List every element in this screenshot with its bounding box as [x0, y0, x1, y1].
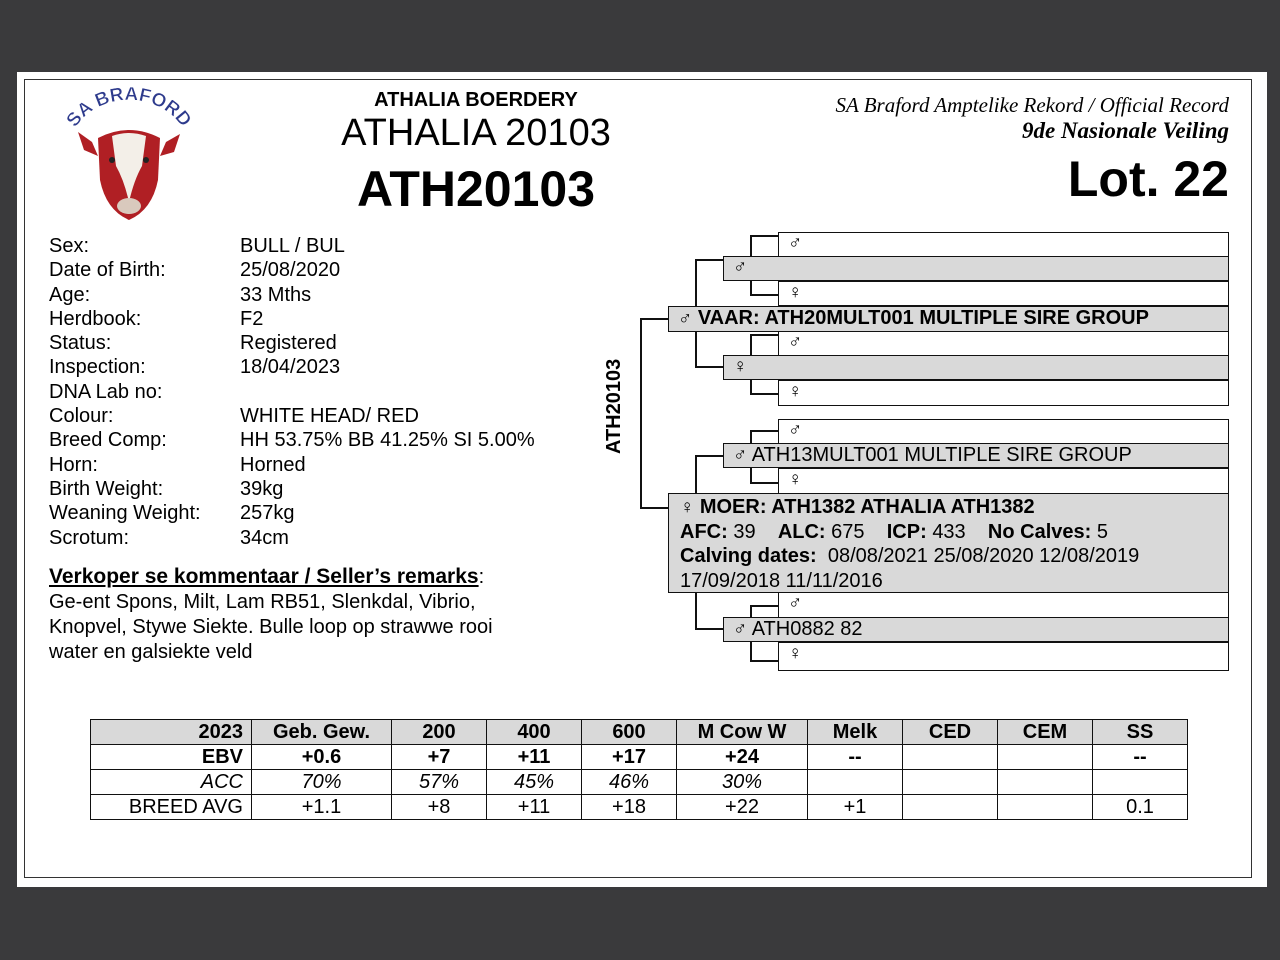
detail-value: 33 Mths	[240, 283, 312, 306]
detail-label: Herdbook:	[49, 307, 142, 330]
detail-label: Sex:	[49, 235, 90, 257]
svg-text:SA BRAFORD	[63, 84, 196, 131]
detail-row	[49, 258, 535, 282]
ebv-cell: M Cow W	[677, 720, 808, 745]
detail-value: HH 53.75% BB 41.25% SI 5.00%	[240, 429, 535, 452]
ebv-cell: BREED AVG	[91, 795, 252, 820]
ebv-cell: 45%	[487, 770, 582, 795]
ebv-cell: 2023	[91, 720, 252, 745]
ebv-cell: 57%	[392, 770, 487, 795]
sire-dam-box	[723, 355, 1229, 380]
detail-row	[49, 380, 535, 404]
calves-label: No Calves:	[987, 521, 1092, 543]
alc-label: ALC:	[777, 521, 826, 543]
sire-box	[668, 306, 1229, 332]
animal-id: ATH20103	[356, 161, 596, 217]
ebv-cell: +1.1	[252, 795, 392, 820]
ebv-cell	[903, 795, 998, 820]
detail-row	[49, 404, 535, 428]
detail-label: Birth Weight:	[49, 477, 164, 500]
dam-box	[668, 493, 1229, 593]
ebv-cell: Geb. Gew.	[252, 720, 392, 745]
detail-value: 25/08/2020	[240, 259, 341, 282]
ebv-cell: CEM	[998, 720, 1093, 745]
female-icon: ♀	[788, 282, 803, 303]
icp-value: 433	[932, 521, 966, 543]
detail-row	[49, 234, 535, 258]
detail-row	[49, 477, 535, 501]
female-icon: ♀	[733, 356, 748, 377]
detail-value: 257kg	[240, 502, 295, 525]
detail-label: Status:	[49, 332, 112, 355]
ebv-cell: +17	[582, 745, 677, 770]
detail-value: 34cm	[240, 526, 289, 549]
male-icon: ♂	[733, 257, 748, 278]
record-title: SA Braford Amptelike Rekord / Official Record	[835, 93, 1229, 117]
dam-dam-dam-box	[778, 642, 1229, 671]
ebv-cell: Melk	[808, 720, 903, 745]
detail-label: Date of Birth:	[49, 259, 166, 282]
afc-value: 39	[733, 521, 756, 543]
ebv-cell	[998, 770, 1093, 795]
dam-sire-box	[723, 443, 1229, 468]
detail-label: Horn:	[49, 453, 98, 476]
detail-label: Breed Comp:	[49, 429, 167, 452]
calving-label: Calving dates:	[680, 545, 817, 567]
sire-dam-dam-box	[778, 380, 1229, 406]
ebv-row-head	[91, 720, 1188, 745]
ebv-cell: +22	[677, 795, 808, 820]
calving-dates: 08/08/2021 25/08/2020 12/08/2019	[827, 545, 1140, 567]
dam-dam-sire-box	[778, 592, 1229, 618]
sire-sire-dam-box	[778, 281, 1229, 306]
detail-row	[49, 428, 535, 452]
detail-label: Weaning Weight:	[49, 502, 201, 525]
ebv-cell: +11	[487, 795, 582, 820]
detail-value: 39kg	[240, 477, 284, 500]
dam-sire-dam-box	[778, 468, 1229, 494]
auction-name: 9de Nasionale Veiling	[1021, 118, 1229, 143]
dam-dam-name: ATH0882 82	[751, 618, 863, 640]
ebv-cell: 0.1	[1093, 795, 1188, 820]
ebv-cell	[903, 745, 998, 770]
ebv-cell: 70%	[252, 770, 392, 795]
icp-label: ICP:	[886, 521, 927, 543]
male-icon: ♂	[788, 593, 803, 614]
breeder-name: ATHALIA BOERDERY	[374, 89, 578, 111]
ebv-cell: +0.6	[252, 745, 392, 770]
ebv-cell: +8	[392, 795, 487, 820]
dam-dam-box	[723, 617, 1229, 642]
ebv-row-acc	[91, 770, 1188, 795]
animal-details	[49, 234, 535, 550]
dam-title: MOER: ATH1382 ATHALIA ATH1382	[699, 496, 1035, 518]
detail-row	[49, 501, 535, 525]
ebv-cell: +18	[582, 795, 677, 820]
bull-head-icon	[78, 130, 180, 220]
ebv-cell: ACC	[91, 770, 252, 795]
sire-sire-sire-box	[778, 232, 1229, 258]
calves-value: 5	[1096, 521, 1108, 543]
ebv-cell: 46%	[582, 770, 677, 795]
ebv-cell: EBV	[91, 745, 252, 770]
dam-sire-sire-box	[778, 419, 1229, 444]
ebv-cell: SS	[1093, 720, 1188, 745]
detail-label: Age:	[49, 283, 91, 306]
detail-label: DNA Lab no:	[49, 380, 163, 403]
seller-remarks	[49, 564, 589, 665]
ebv-row-avg	[91, 795, 1188, 820]
detail-value: F2	[240, 307, 264, 330]
ebv-cell	[808, 770, 903, 795]
detail-row	[49, 283, 535, 307]
animal-name: ATHALIA 20103	[341, 112, 611, 154]
sa-braford-logo	[54, 84, 204, 224]
detail-label: Scrotum:	[49, 526, 130, 549]
detail-value: Registered	[240, 332, 337, 355]
pedigree-subject-label: ATH20103	[603, 358, 625, 454]
sire-sire-box	[723, 256, 1229, 281]
ebv-cell: 30%	[677, 770, 808, 795]
male-icon: ♂	[733, 619, 748, 640]
ebv-cell	[998, 795, 1093, 820]
detail-row	[49, 307, 535, 331]
detail-value: BULL / BUL	[240, 235, 345, 257]
logo-text: SA BRAFORD	[62, 84, 196, 131]
ebv-cell: 600	[582, 720, 677, 745]
female-icon: ♀	[680, 497, 695, 518]
ebv-cell: 400	[487, 720, 582, 745]
detail-value: Horned	[240, 453, 306, 476]
detail-row	[49, 355, 535, 379]
ebv-cell: +11	[487, 745, 582, 770]
lot-number: Lot. 22	[1067, 151, 1229, 207]
male-icon: ♂	[678, 308, 693, 329]
ebv-row-ebv	[91, 745, 1188, 770]
ebv-cell: --	[1093, 745, 1188, 770]
ebv-table	[90, 719, 1188, 820]
calving-dates: 17/09/2018 11/11/2016	[680, 570, 883, 592]
dam-sire-name: ATH13MULT001 MULTIPLE SIRE GROUP	[751, 444, 1132, 466]
ebv-cell: CED	[903, 720, 998, 745]
remarks-title: Verkoper se kommentaar / Seller’s remarks	[49, 565, 479, 588]
ebv-cell: +24	[677, 745, 808, 770]
detail-row	[49, 453, 535, 477]
ebv-cell: 200	[392, 720, 487, 745]
sire-dam-sire-box	[778, 331, 1229, 356]
detail-row	[49, 331, 535, 355]
detail-label: Colour:	[49, 405, 114, 428]
remarks-line: water en galsiekte veld	[49, 641, 253, 663]
ebv-cell	[998, 745, 1093, 770]
remarks-line: Ge-ent Spons, Milt, Lam RB51, Slenkdal, Vibrio,	[49, 591, 476, 613]
female-icon: ♀	[788, 469, 803, 490]
ebv-cell: +1	[808, 795, 903, 820]
afc-label: AFC:	[680, 521, 728, 543]
record-sheet	[17, 72, 1267, 887]
ebv-cell	[1093, 770, 1188, 795]
ebv-cell	[903, 770, 998, 795]
alc-value: 675	[831, 521, 865, 543]
ebv-cell: +7	[392, 745, 487, 770]
remarks-colon: :	[478, 566, 485, 588]
detail-row	[49, 526, 535, 550]
male-icon: ♂	[788, 420, 803, 441]
detail-value: WHITE HEAD/ RED	[240, 405, 419, 428]
detail-value: 18/04/2023	[240, 356, 341, 379]
sire-name: VAAR: ATH20MULT001 MULTIPLE SIRE GROUP	[697, 307, 1149, 329]
ebv-cell: --	[808, 745, 903, 770]
female-icon: ♀	[788, 643, 803, 664]
remarks-line: Knopvel, Stywe Siekte. Bulle loop op strawwe rooi	[49, 616, 493, 638]
female-icon: ♀	[788, 381, 803, 402]
male-icon: ♂	[788, 332, 803, 353]
male-icon: ♂	[733, 445, 748, 466]
male-icon: ♂	[788, 233, 803, 254]
detail-label: Inspection:	[49, 356, 146, 379]
